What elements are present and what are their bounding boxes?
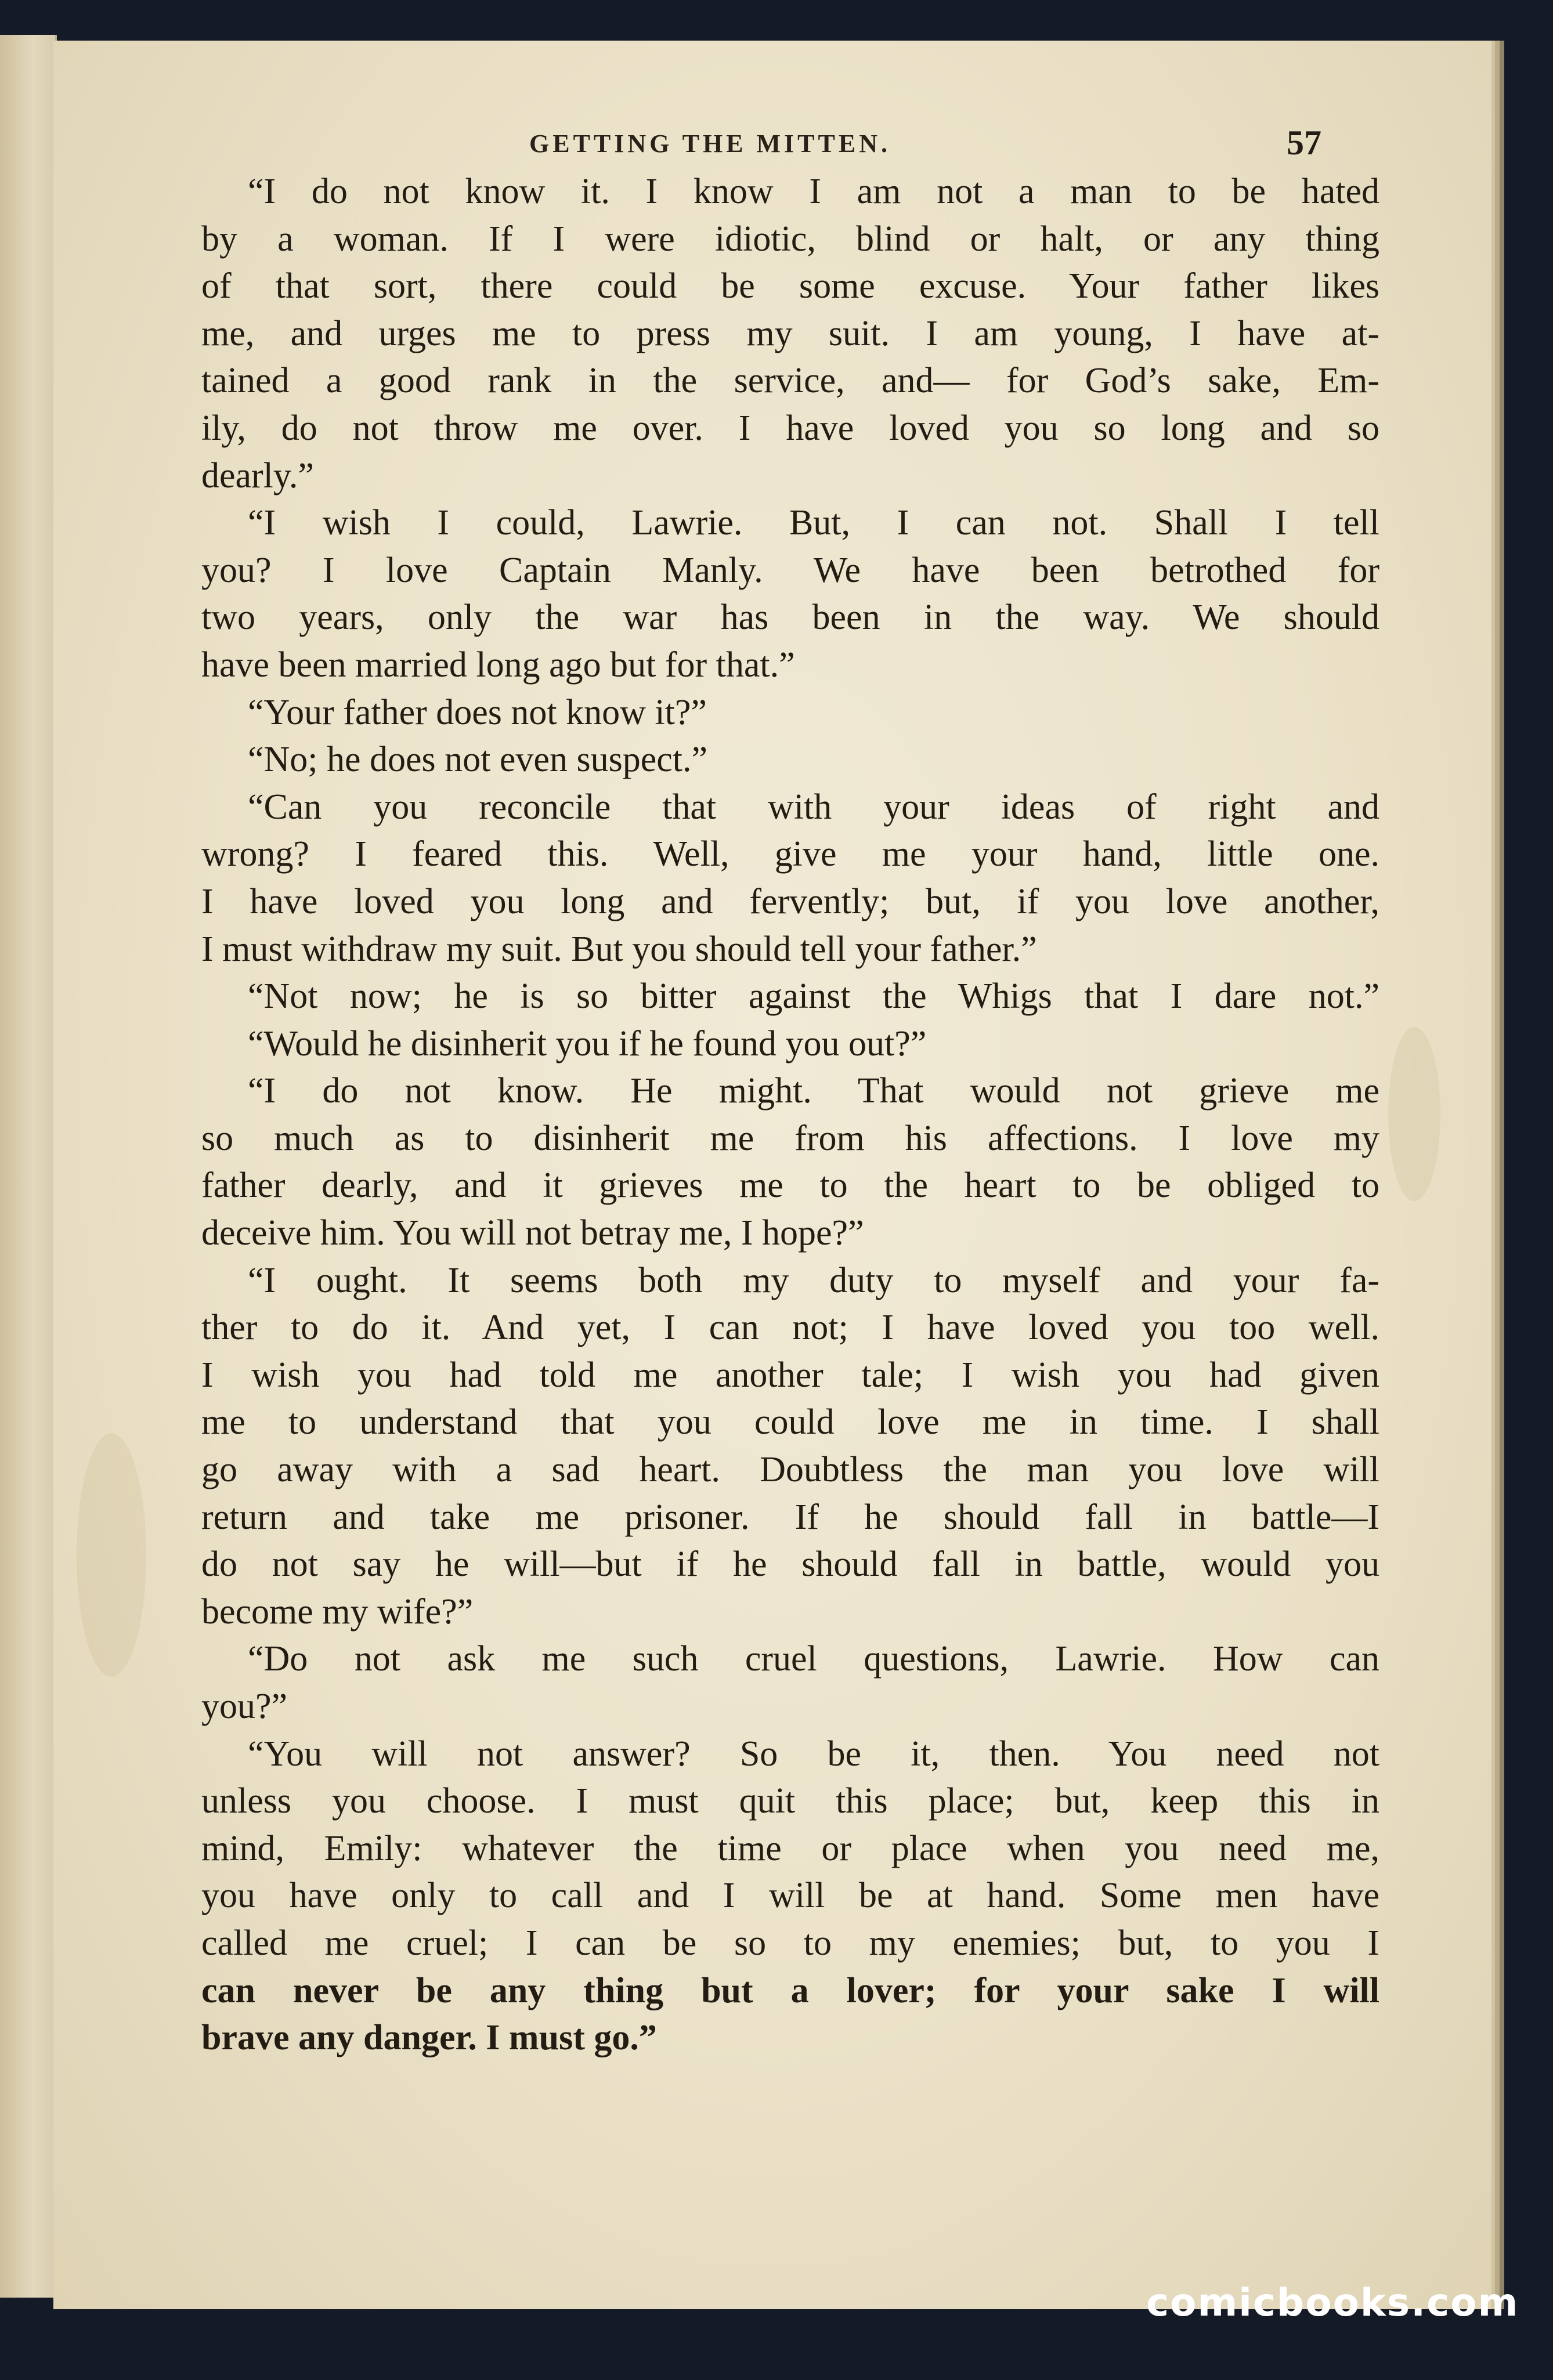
text-line: wrong? I feared this. Well, give me your hand, little one. bbox=[201, 834, 1379, 874]
text-line: “I ought. It seems both my duty to myself and your fa- bbox=[248, 1260, 1379, 1300]
text-line: return and take me prisoner. If he should fall in battle—I bbox=[201, 1497, 1379, 1537]
text-line: me, and urges me to press my suit. I am young, I have at- bbox=[201, 313, 1379, 353]
text-line: “No; he does not even suspect.” bbox=[248, 740, 707, 780]
text-line: mind, Emily: whatever the time or place when you need me, bbox=[201, 1828, 1379, 1868]
text-line: deceive him. You will not betray me, I hope?” bbox=[201, 1213, 864, 1253]
text-line: you? I love Captain Manly. We have been betrothed for bbox=[201, 550, 1379, 590]
text-line: you have only to call and I will be at hand. Some men have bbox=[201, 1876, 1379, 1916]
text-line: father dearly, and it grieves me to the heart to be obliged to bbox=[201, 1166, 1379, 1206]
text-line: called me cruel; I can be so to my enemies; but, to you I bbox=[201, 1923, 1379, 1963]
text-line: “Your father does not know it?” bbox=[248, 692, 707, 732]
text-line: so much as to disinherit me from his affections. I love my bbox=[201, 1118, 1379, 1158]
running-title: GETTING THE MITTEN. bbox=[529, 129, 891, 158]
text-line: “I do not know. He might. That would not grieve me bbox=[248, 1071, 1379, 1111]
text-line: I wish you had told me another tale; I wish you had given bbox=[201, 1355, 1379, 1395]
site-watermark: comicbooks.com bbox=[1146, 2280, 1519, 2325]
text-line: “Would he disinherit you if he found you out?” bbox=[248, 1023, 927, 1064]
text-line: you?” bbox=[201, 1687, 288, 1726]
text-line: “Can you reconcile that with your ideas of right and bbox=[248, 787, 1379, 827]
text-line: unless you choose. I must quit this place; but, keep this in bbox=[201, 1781, 1379, 1821]
text-line: “I wish I could, Lawrie. But, I can not. Shall I tell bbox=[248, 503, 1379, 543]
text-line: ther to do it. And yet, I can not; I have loved you too well. bbox=[201, 1308, 1379, 1348]
text-line: do not say he will—but if he should fall in battle, would you bbox=[201, 1545, 1379, 1585]
text-line: “Do not ask me such cruel questions, Lawrie. How can bbox=[248, 1639, 1379, 1679]
text-line: go away with a sad heart. Doubtless the man you love will bbox=[201, 1450, 1379, 1490]
text-line: by a woman. If I were idiotic, blind or halt, or any thing bbox=[201, 219, 1379, 259]
text-line: two years, only the war has been in the way. We should bbox=[201, 598, 1379, 638]
paper-stain bbox=[1388, 1027, 1440, 1201]
text-line: I must withdraw my suit. But you should tell your father.” bbox=[201, 929, 1037, 969]
text-line: dearly.” bbox=[201, 455, 314, 495]
text-line: can never be any thing but a lover; for your sake I will bbox=[201, 1970, 1379, 2010]
text-line: become my wife?” bbox=[201, 1592, 474, 1632]
text-line: ily, do not throw me over. I have loved you so long and so bbox=[201, 408, 1379, 448]
book-page bbox=[53, 41, 1491, 2309]
text-line: of that sort, there could be some excuse. Your father likes bbox=[201, 266, 1379, 306]
page-number: 57 bbox=[1287, 124, 1321, 162]
text-line: me to understand that you could love me in time. I shall bbox=[201, 1402, 1379, 1442]
text-line: “You will not answer? So be it, then. You need not bbox=[248, 1734, 1379, 1774]
text-line: have been married long ago but for that.” bbox=[201, 645, 795, 685]
paper-stain bbox=[77, 1433, 146, 1677]
text-line: “Not now; he is so bitter against the Whigs that I dare not.” bbox=[248, 976, 1379, 1017]
text-line: I have loved you long and fervently; but, if you love another, bbox=[201, 881, 1379, 921]
running-head bbox=[53, 94, 1491, 162]
text-line: brave any danger. I must go.” bbox=[201, 2018, 657, 2058]
text-line: “I do not know it. I know I am not a man to be hated bbox=[248, 172, 1379, 211]
text-line: tained a good rank in the service, and— for God’s sake, Em- bbox=[201, 361, 1379, 401]
facing-page-edge bbox=[0, 35, 57, 2298]
body-text bbox=[201, 168, 1379, 2062]
